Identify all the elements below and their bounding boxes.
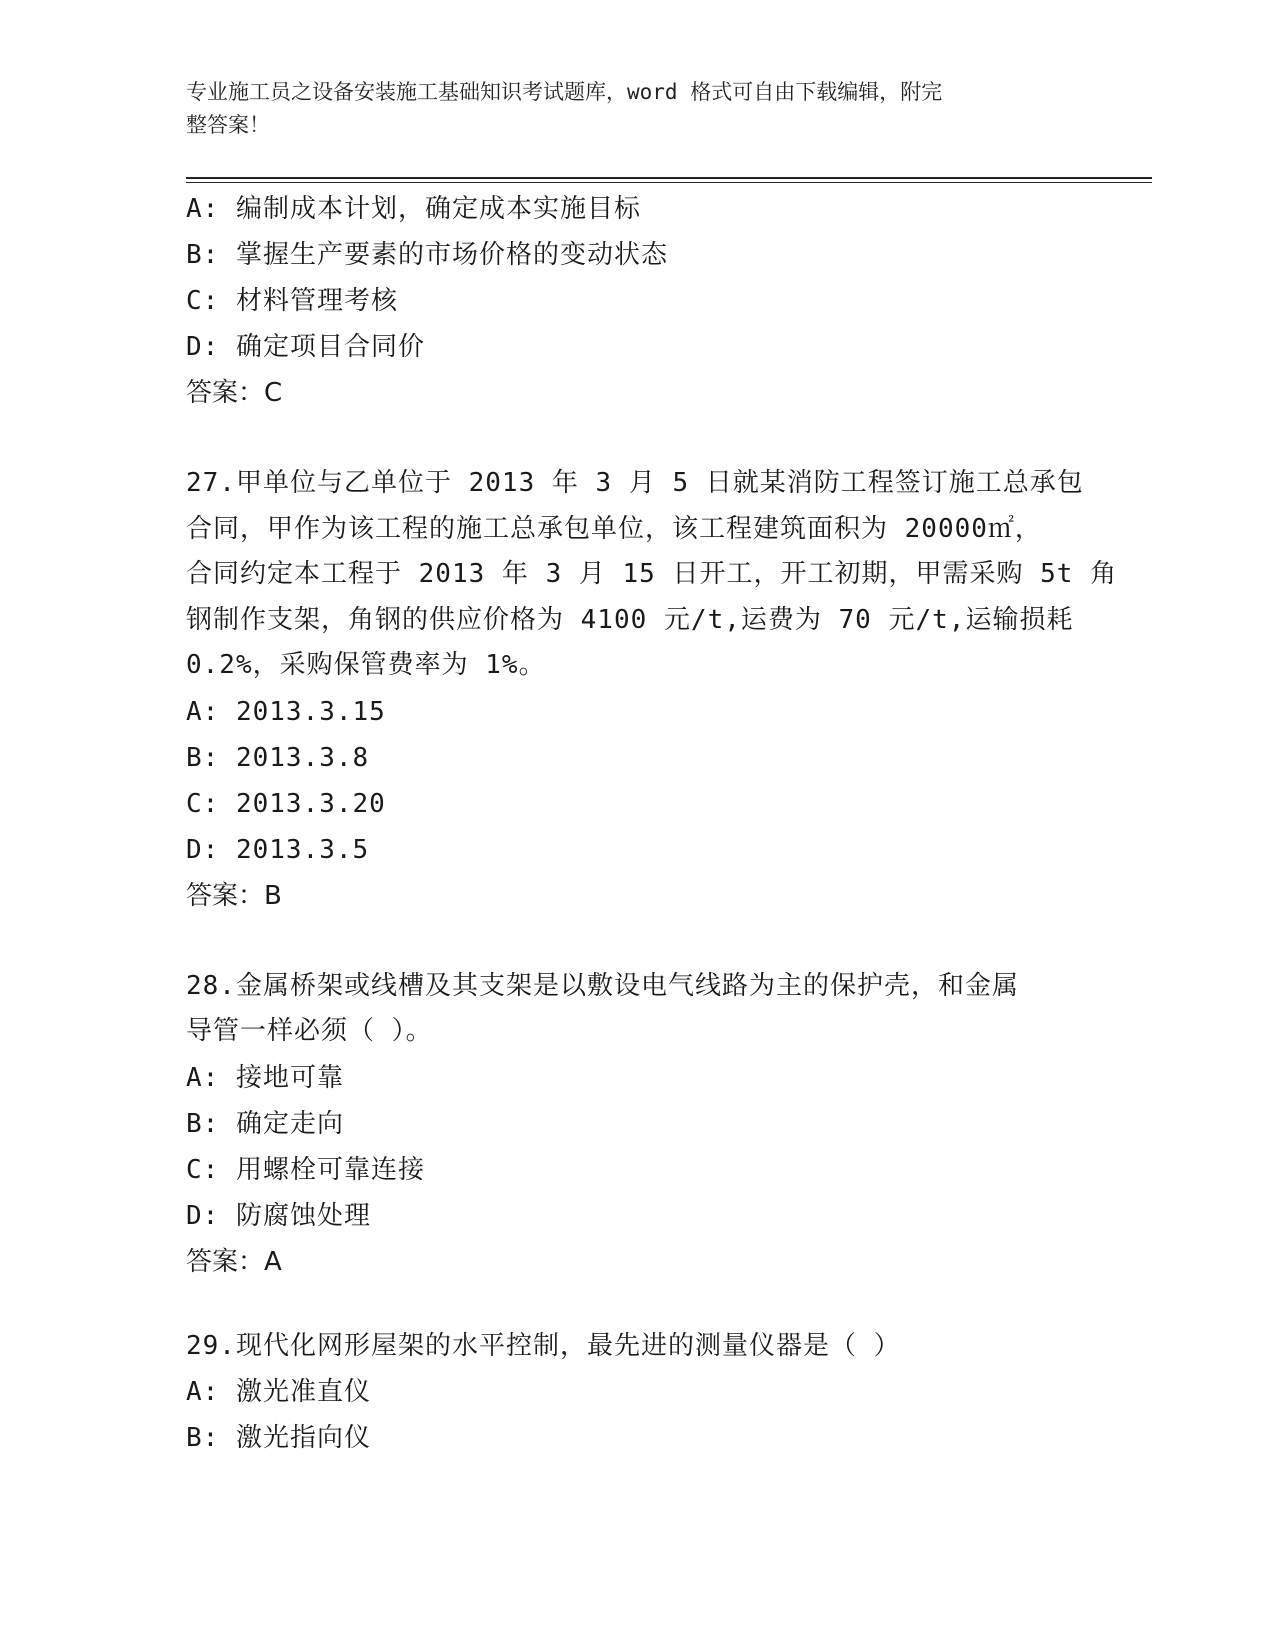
- spacer: [186, 416, 1066, 461]
- option-a: A: 接地可靠: [186, 1062, 344, 1093]
- spacer: [186, 919, 1066, 964]
- option-c: C: 用螺栓可靠连接: [186, 1154, 425, 1185]
- document-header: [186, 76, 1076, 142]
- header-line-1: 专业施工员之设备安装施工基础知识考试题库，word 格式可自由下载编辑，附完: [186, 80, 943, 104]
- question-text-line: 27.甲单位与乙单位于 2013 年 3 月 5 日就某消防工程签订施工总承包: [186, 468, 1084, 498]
- answer-label: 答案：B: [186, 880, 282, 911]
- header-divider-thin: [186, 182, 1152, 183]
- option-c: C: 材料管理考核: [186, 286, 398, 316]
- option-a: A: 2013.3.15: [186, 696, 386, 727]
- answer-label: 答案：C: [186, 378, 283, 408]
- header-divider-thick: [186, 177, 1152, 179]
- option-d: D: 防腐蚀处理: [186, 1200, 371, 1231]
- spacer: [186, 1285, 1066, 1324]
- question-26-options: [186, 186, 1066, 416]
- header-line-2: 整答案！: [186, 113, 270, 137]
- answer-label: 答案：A: [186, 1246, 282, 1277]
- option-c: C: 2013.3.20: [186, 788, 386, 819]
- option-d: D: 2013.3.5: [186, 834, 370, 865]
- option-a: A: 编制成本计划，确定成本实施目标: [186, 194, 641, 224]
- question-text-line: 合同，甲作为该工程的施工总承包单位，该工程建筑面积为 20000㎡，: [186, 513, 1042, 544]
- question-28: [186, 964, 1066, 1285]
- question-text-line: 钢制作支架，角钢的供应价格为 4100 元/t,运费为 70 元/t,运输损耗: [186, 604, 1074, 635]
- question-text-line: 合同约定本工程于 2013 年 3 月 15 日开工，开工初期，甲需采购 5t 角: [186, 559, 1118, 589]
- question-29: [186, 1324, 1066, 1462]
- question-27: [186, 461, 1118, 919]
- option-a: A: 激光准直仪: [186, 1377, 371, 1407]
- option-d: D: 确定项目合同价: [186, 332, 425, 362]
- question-text-line: 导管一样必须（ ）。: [186, 1016, 433, 1046]
- question-text-line: 28.金属桥架或线槽及其支架是以敷设电气线路为主的保护壳，和金属: [186, 970, 1019, 1001]
- option-b: B: 激光指向仪: [186, 1423, 371, 1453]
- option-b: B: 掌握生产要素的市场价格的变动状态: [186, 240, 668, 270]
- question-text-line: 0.2%，采购保管费率为 1%。: [186, 650, 546, 680]
- option-b: B: 确定走向: [186, 1108, 344, 1139]
- option-b: B: 2013.3.8: [186, 742, 370, 773]
- question-list: [186, 186, 1118, 1461]
- question-text-line: 29.现代化网形屋架的水平控制，最先进的测量仪器是（ ）: [186, 1330, 901, 1361]
